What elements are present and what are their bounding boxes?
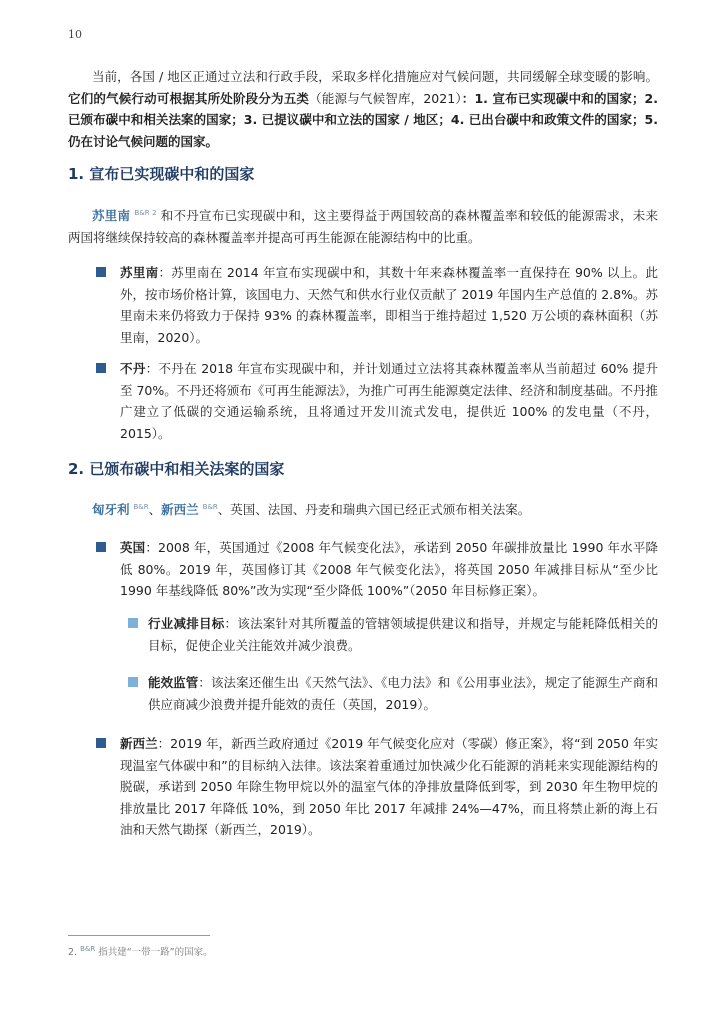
- bullet-suriname: 苏里南：苏里南在 2014 年宣布实现碳中和，其数十年来森林覆盖率一直保持在 90% 以上。此外，按市场价格计算，该国电力、天然气和供水行业仅贡献了 2019 年国内生产总值的 2.8%。苏里南未来仍将致力于保持 93% 的森林覆盖率，即相当于维持超过 1,520 万公顷的森林面积（苏里南，2020）。: [96, 262, 658, 348]
- bullet-text: 2019 年，新西兰政府通过《2019 年气候变化应对（零碳）修正案》，将“到 2050 年实现温室气体碳中和”的目标纳入法律。该法案着重通过加快减少化石能源的消耗来实现能源结构的脱碳，承诺到 2050 年除生物甲烷以外的温室气体的净排放量降低到零，到 2030 年生物甲烷的排放量比 2017 年降低 10%，到 2050 年比 2017 年减排 24%—47%，而且将禁止新的海上石油和天然气勘探（新西兰，2019）。: [120, 736, 658, 837]
- bullet-label: 不丹: [120, 361, 146, 376]
- subbullet-label: 能效监管: [148, 675, 199, 690]
- country-newzealand-highlight: 新西兰: [161, 502, 199, 518]
- bullet-square-icon: [96, 542, 106, 552]
- subbullet-text: 该法案还催生出《天然气法》、《电力法》和《公用事业法》，规定了能源生产商和供应商减少浪费并提升能效的责任（英国，2019）。: [148, 675, 658, 712]
- br-superscript: B&R: [202, 503, 218, 511]
- subbullet-label: 行业减排目标: [148, 616, 225, 631]
- bullet-bhutan: 不丹：不丹在 2018 年宣布实现碳中和，并计划通过立法将其森林覆盖率从当前超过 60% 提升至 70%。不丹还将颁布《可再生能源法》，为推广可再生能源奠定法律、经济和制度基础。不丹推广建立了低碳的交通运输系统，且将通过开发川流式发电，提供近 100% 的发电量（不丹，2015）。: [96, 358, 658, 444]
- footnote-divider: [68, 935, 210, 936]
- intro-bold-categories: ：1. 宣布已实现碳中和的国家；2. 已颁布碳中和相关法案的国家；3. 已提议碳中和立法的国家 / 地区；4. 已出台碳中和政策文件的国家；5. 仍在讨论气候问题的国家。: [68, 90, 658, 149]
- intro-text: 当前，各国 / 地区正通过立法和行政手段，采取多样化措施应对气候问题，共同缓解全球变暖的影响。: [92, 69, 658, 84]
- bullet-square-icon: [96, 363, 106, 373]
- subbullet-square-icon: [128, 677, 138, 687]
- bullet-new-zealand: 新西兰：2019 年，新西兰政府通过《2019 年气候变化应对（零碳）修正案》，将“到 2050 年实现温室气体碳中和”的目标纳入法律。该法案着重通过加快减少化石能源的消耗来实现能源结构的脱碳，承诺到 2050 年除生物甲烷以外的温室气体的净排放量降低到零，到 2030 年生物甲烷的排放量比 2017 年降低 10%，到 2050 年比 2017 年减排 24%—47%，而且将禁止新的海上石油和天然气勘探（新西兰，2019）。: [96, 733, 658, 841]
- bullet-text: 2008 年，英国通过《2008 年气候变化法》，承诺到 2050 年碳排放量比 1990 年水平降低 80%。2019 年，英国修订其《2008 年气候变化法》，将英国 2050 年减排目标从“至少比 1990 年基线降低 80%”改为实现“至少降低 100%”（2050 年目标修正案）。: [120, 540, 658, 598]
- bullet-text: 苏里南在 2014 年宣布实现碳中和，其数十年来森林覆盖率一直保持在 90% 以上。此外，按市场价格计算，该国电力、天然气和供水行业仅贡献了 2019 年国内生产总值的 2.8%。苏里南未来仍将致力于保持 93% 的森林覆盖率，即相当于维持超过 1,520 万公顷的森林面积（苏里南，2020）。: [120, 265, 658, 345]
- bullet-square-icon: [96, 738, 106, 748]
- section2-summary: 匈牙利 $^{B\&R}$、新西兰 $^{B\&R}$、英国、法国、丹麦和瑞典六国已经正式颁布相关法案。: [92, 502, 531, 518]
- section-heading-1: 1. 宣布已实现碳中和的国家: [68, 165, 255, 183]
- page-number: 10: [68, 28, 82, 41]
- country-hungary-highlight: 匈牙利: [92, 502, 130, 518]
- bullet-label: 英国: [120, 540, 146, 555]
- subbullet-efficiency-regulation: 能效监管：该法案还催生出《天然气法》、《电力法》和《公用事业法》，规定了能源生产商和供应商减少浪费并提升能效的责任（英国，2019）。: [128, 672, 658, 715]
- bullet-label: 苏里南: [120, 265, 159, 280]
- intro-bold-lead: 它们的气候行动可根据其所处阶段分为五类: [68, 90, 310, 106]
- footnote-number: 2.: [68, 947, 78, 958]
- bullet-text: 不丹在 2018 年宣布实现碳中和，并计划通过立法将其森林覆盖率从当前超过 60% 提升至 70%。不丹还将颁布《可再生能源法》，为推广可再生能源奠定法律、经济和制度基础。不丹推广建立了低碳的交通运输系统，且将通过开发川流式发电，提供近 100% 的发电量（不丹，2015）。: [120, 361, 659, 441]
- subbullet-square-icon: [128, 618, 138, 628]
- intro-paragraph: [68, 66, 658, 152]
- country-suriname-highlight: 苏里南: [92, 208, 131, 224]
- intro-citation: （能源与气候智库，2021）: [309, 90, 462, 106]
- section2-summary-text: 、英国、法国、丹麦和瑞典六国已经正式颁布相关法案。: [217, 502, 531, 518]
- bullet-uk: 英国：2008 年，英国通过《2008 年气候变化法》，承诺到 2050 年碳排放量比 1990 年水平降低 80%。2019 年，英国修订其《2008 年气候变化法》，将英国 2050 年减排目标从“至少比 1990 年基线降低 80%”改为实现“至少降低 100%”（2050 年目标修正案）。: [96, 537, 658, 602]
- section-heading-2: 2. 已颁布碳中和相关法案的国家: [68, 460, 285, 478]
- bullet-label: 新西兰: [120, 736, 158, 751]
- br-superscript: B&R 2: [134, 209, 157, 217]
- section1-summary: [68, 203, 658, 248]
- subbullet-sector-targets: 行业减排目标：该法案针对其所覆盖的管辖领域提供建议和指导，并规定与能耗降低相关的目标，促使企业关注能效并减少浪费。: [128, 613, 658, 656]
- bullet-square-icon: [96, 267, 106, 277]
- footnote-superscript: B&R: [80, 944, 96, 953]
- section1-summary-text: 和不丹宣布已实现碳中和，这主要得益于两国较高的森林覆盖率和较低的能源需求，未来两国将继续保持较高的森林覆盖率并提高可再生能源在能源结构中的比重。: [68, 208, 658, 245]
- footnote-text: 指共建“一带一路”的国家。: [98, 947, 213, 958]
- br-superscript: B&R: [133, 503, 149, 511]
- subbullet-text: 该法案针对其所覆盖的管辖领域提供建议和指导，并规定与能耗降低相关的目标，促使企业关注能效并减少浪费。: [148, 616, 658, 653]
- footnote: [68, 944, 213, 958]
